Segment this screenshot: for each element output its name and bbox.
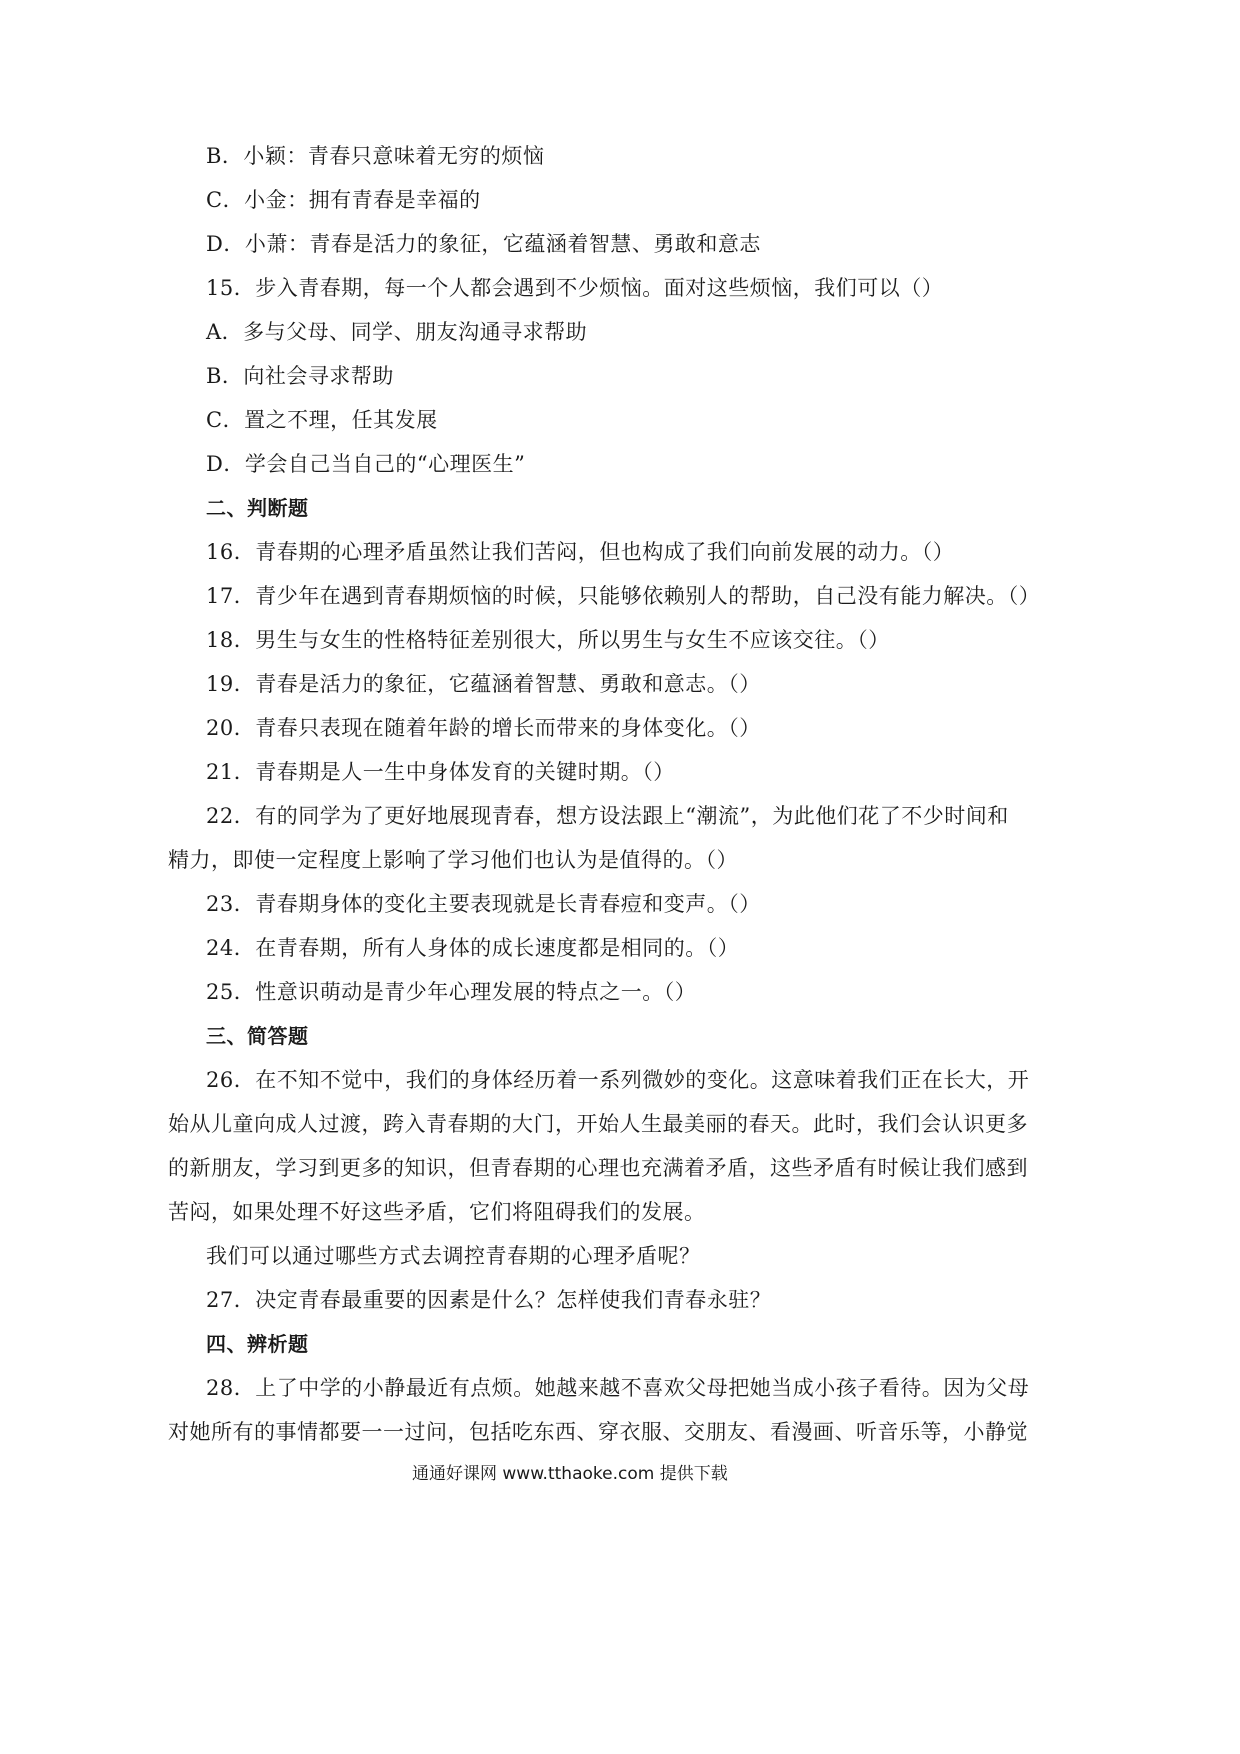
section-heading-analysis: 四、辨析题 <box>206 1332 309 1356</box>
question-16: 16．青春期的心理矛盾虽然让我们苦闷，但也构成了我们向前发展的动力。（） <box>206 540 955 564</box>
option-c: C．置之不理，任其发展 <box>206 408 438 432</box>
option-c: C．小金：拥有青春是幸福的 <box>206 188 481 212</box>
page-footer: 通通好课网 www.tthaoke.com 提供下载 <box>412 1464 728 1484</box>
question-23: 23．青春期身体的变化主要表现就是长青春痘和变声。（） <box>206 892 761 916</box>
question-17: 17．青少年在遇到青春期烦恼的时候，只能够依赖别人的帮助，自己没有能力解决。（） <box>206 584 1041 608</box>
question-21: 21．青春期是人一生中身体发育的关键时期。（） <box>206 760 675 784</box>
option-d: D．学会自己当自己的“心理医生” <box>206 452 526 476</box>
question-26-line-4: 苦闷，如果处理不好这些矛盾，它们将阻碍我们的发展。 <box>168 1200 706 1224</box>
option-b: B．向社会寻求帮助 <box>206 364 394 388</box>
question-18: 18．男生与女生的性格特征差别很大，所以男生与女生不应该交往。（） <box>206 628 890 652</box>
question-26-line-1: 26．在不知不觉中，我们的身体经历着一系列微妙的变化。这意味着我们正在长大，开 <box>206 1068 1030 1092</box>
question-28-line-1: 28．上了中学的小静最近有点烦。她越来越不喜欢父母把她当成小孩子看待。因为父母 <box>206 1376 1030 1400</box>
option-a: A．多与父母、同学、朋友沟通寻求帮助 <box>206 320 588 344</box>
question-22-line-2: 精力，即使一定程度上影响了学习他们也认为是值得的。（） <box>168 848 738 872</box>
section-heading-true-false: 二、判断题 <box>206 496 309 520</box>
question-26-line-2: 始从儿童向成人过渡，跨入青春期的大门，开始人生最美丽的春天。此时，我们会认识更多 <box>168 1112 1028 1136</box>
option-d: D．小萧：青春是活力的象征，它蕴涵着智慧、勇敢和意志 <box>206 232 761 256</box>
question-15: 15．步入青春期，每一个人都会遇到不少烦恼。面对这些烦恼，我们可以（） <box>206 276 944 300</box>
question-19: 19．青春是活力的象征，它蕴涵着智慧、勇敢和意志。（） <box>206 672 761 696</box>
question-26-line-3: 的新朋友，学习到更多的知识，但青春期的心理也充满着矛盾，这些矛盾有时候让我们感到 <box>168 1156 1028 1180</box>
section-heading-short-answer: 三、简答题 <box>206 1024 309 1048</box>
question-24: 24．在青春期，所有人身体的成长速度都是相同的。（） <box>206 936 740 960</box>
question-26-prompt: 我们可以通过哪些方式去调控青春期的心理矛盾呢？ <box>206 1244 701 1268</box>
question-22-line-1: 22．有的同学为了更好地展现青春，想方设法跟上“潮流”，为此他们花了不少时间和 <box>206 804 1009 828</box>
question-27: 27．决定青春最重要的因素是什么？怎样使我们青春永驻？ <box>206 1288 772 1312</box>
question-25: 25．性意识萌动是青少年心理发展的特点之一。（） <box>206 980 697 1004</box>
question-28-line-2: 对她所有的事情都要一一过问，包括吃东西、穿衣服、交朋友、看漫画、听音乐等，小静觉 <box>168 1420 1028 1444</box>
option-b: B．小颖：青春只意味着无穷的烦恼 <box>206 144 545 168</box>
question-20: 20．青春只表现在随着年龄的增长而带来的身体变化。（） <box>206 716 761 740</box>
